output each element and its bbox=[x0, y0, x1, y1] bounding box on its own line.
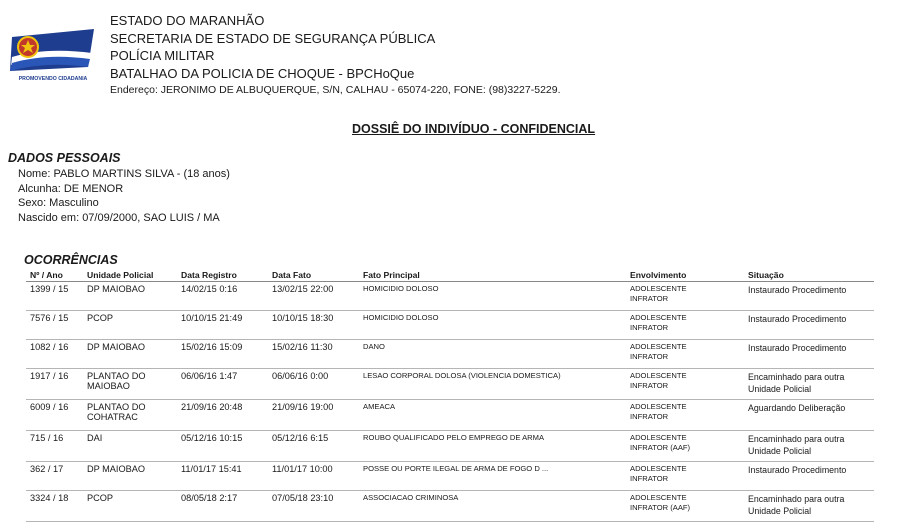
police-unit: DP MAIOBAO bbox=[83, 282, 177, 311]
registration-date: 11/01/17 15:41 bbox=[177, 462, 268, 491]
involvement: ADOLESCENTE INFRATOR bbox=[626, 462, 744, 491]
fact-date: 13/02/15 22:00 bbox=[268, 282, 359, 311]
involvement: ADOLESCENTE INFRATOR (AAF) bbox=[626, 491, 744, 522]
occurrences-section-title: OCORRÊNCIAS bbox=[24, 253, 118, 267]
fact-date: 10/10/15 18:30 bbox=[268, 311, 359, 340]
person-alias: Alcunha: DE MENOR bbox=[18, 182, 124, 195]
col-unit: Unidade Policial bbox=[83, 269, 177, 282]
situation: Encaminhado para outra Unidade Policial bbox=[744, 369, 874, 400]
svg-text:PROMOVENDO CIDADANIA: PROMOVENDO CIDADANIA bbox=[18, 76, 88, 82]
main-fact: AMEACA bbox=[359, 400, 626, 431]
main-fact: HOMICIDIO DOLOSO bbox=[359, 282, 626, 311]
occurrence-number: 715 / 16 bbox=[26, 431, 83, 462]
situation: Encaminhado para outra Unidade Policial bbox=[744, 431, 874, 462]
police-unit: DP MAIOBAO bbox=[83, 462, 177, 491]
main-fact: ASSOCIACAO CRIMINOSA bbox=[359, 491, 626, 522]
col-fact-date: Data Fato bbox=[268, 269, 359, 282]
occurrence-number: 362 / 17 bbox=[26, 462, 83, 491]
fact-date: 06/06/16 0:00 bbox=[268, 369, 359, 400]
table-row bbox=[26, 400, 874, 431]
involvement: ADOLESCENTE INFRATOR bbox=[626, 400, 744, 431]
table-row bbox=[26, 311, 874, 340]
involvement: ADOLESCENTE INFRATOR (AAF) bbox=[626, 431, 744, 462]
registration-date: 21/09/16 20:48 bbox=[177, 400, 268, 431]
fact-date: 07/05/18 23:10 bbox=[268, 491, 359, 522]
table-row bbox=[26, 491, 874, 522]
occurrence-number: 1399 / 15 bbox=[26, 282, 83, 311]
col-main-fact: Fato Principal bbox=[359, 269, 626, 282]
table-row bbox=[26, 340, 874, 369]
involvement: ADOLESCENTE INFRATOR bbox=[626, 369, 744, 400]
registration-date: 05/12/16 10:15 bbox=[177, 431, 268, 462]
header-police: POLÍCIA MILITAR bbox=[110, 48, 215, 63]
police-unit: PCOP bbox=[83, 491, 177, 522]
main-fact: POSSE OU PORTE ILEGAL DE ARMA DE FOGO D ... bbox=[359, 462, 626, 491]
header-battalion: BATALHAO DA POLICIA DE CHOQUE - BPCHoQue bbox=[110, 65, 415, 81]
fact-date: 21/09/16 19:00 bbox=[268, 400, 359, 431]
personal-section-title: DADOS PESSOAIS bbox=[8, 151, 121, 165]
police-unit: DAI bbox=[83, 431, 177, 462]
col-situation: Situação bbox=[744, 269, 874, 282]
involvement: ADOLESCENTE INFRATOR bbox=[626, 282, 744, 311]
occurrence-number: 7576 / 15 bbox=[26, 311, 83, 340]
registration-date: 08/05/18 2:17 bbox=[177, 491, 268, 522]
occurrence-number: 6009 / 16 bbox=[26, 400, 83, 431]
occurrence-number: 1082 / 16 bbox=[26, 340, 83, 369]
police-unit: PCOP bbox=[83, 311, 177, 340]
person-birth: Nascido em: 07/09/2000, SAO LUIS / MA bbox=[18, 211, 220, 224]
police-unit: DP MAIOBAO bbox=[83, 340, 177, 369]
main-fact: ROUBO QUALIFICADO PELO EMPREGO DE ARMA bbox=[359, 431, 626, 462]
header-state: ESTADO DO MARANHÃO bbox=[110, 13, 265, 28]
table-header-row bbox=[26, 269, 874, 282]
col-number: Nº / Ano bbox=[26, 269, 83, 282]
table-row bbox=[26, 369, 874, 400]
institution-header bbox=[110, 12, 561, 100]
involvement: ADOLESCENTE INFRATOR bbox=[626, 340, 744, 369]
police-logo bbox=[6, 27, 100, 83]
person-name: Nome: PABLO MARTINS SILVA - (18 anos) bbox=[18, 168, 230, 180]
involvement: ADOLESCENTE INFRATOR bbox=[626, 311, 744, 340]
person-sex: Sexo: Masculino bbox=[18, 197, 99, 209]
occurrence-number: 1917 / 16 bbox=[26, 369, 83, 400]
situation: Instaurado Procedimento bbox=[744, 340, 874, 369]
situation: Instaurado Procedimento bbox=[744, 311, 874, 340]
occurrence-number: 3324 / 18 bbox=[26, 491, 83, 522]
main-fact: DANO bbox=[359, 340, 626, 369]
situation: Aguardando Deliberação bbox=[744, 400, 874, 431]
registration-date: 15/02/16 15:09 bbox=[177, 340, 268, 369]
header-secretariat: SECRETARIA DE ESTADO DE SEGURANÇA PÚBLICA bbox=[110, 30, 436, 46]
fact-date: 05/12/16 6:15 bbox=[268, 431, 359, 462]
occurrences-table bbox=[26, 269, 874, 522]
situation: Instaurado Procedimento bbox=[744, 282, 874, 311]
fact-date: 15/02/16 11:30 bbox=[268, 340, 359, 369]
registration-date: 06/06/16 1:47 bbox=[177, 369, 268, 400]
header-address: Endereço: JERONIMO DE ALBUQUERQUE, S/N, CALHAU - 65074-220, FONE: (98)3227-5229. bbox=[110, 84, 561, 96]
registration-date: 10/10/15 21:49 bbox=[177, 311, 268, 340]
police-unit: PLANTAO DO MAIOBAO bbox=[83, 369, 177, 400]
col-involvement: Envolvimento bbox=[626, 269, 744, 282]
situation: Instaurado Procedimento bbox=[744, 462, 874, 491]
personal-data bbox=[18, 167, 230, 225]
situation: Encaminhado para outra Unidade Policial bbox=[744, 491, 874, 522]
main-fact: LESAO CORPORAL DOLOSA (VIOLENCIA DOMESTICA) bbox=[359, 369, 626, 400]
col-registration-date: Data Registro bbox=[177, 269, 268, 282]
registration-date: 14/02/15 0:16 bbox=[177, 282, 268, 311]
table-row bbox=[26, 431, 874, 462]
table-row bbox=[26, 282, 874, 311]
fact-date: 11/01/17 10:00 bbox=[268, 462, 359, 491]
main-fact: HOMICIDIO DOLOSO bbox=[359, 311, 626, 340]
document-title: DOSSIÊ DO INDIVÍDUO - CONFIDENCIAL bbox=[352, 122, 596, 136]
table-row bbox=[26, 462, 874, 491]
police-unit: PLANTAO DO COHATRAC bbox=[83, 400, 177, 431]
